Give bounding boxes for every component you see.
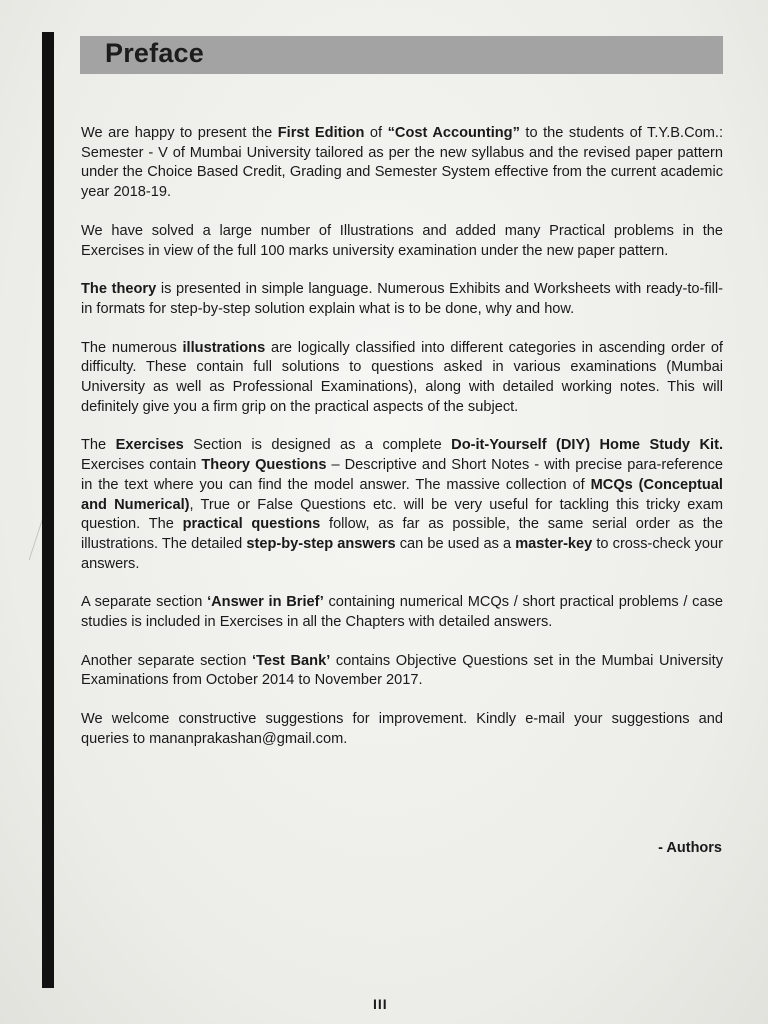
bold-text: MCQs (Conceptual and Numerical) <box>81 476 723 513</box>
preface-body <box>81 124 723 769</box>
paragraph <box>81 339 723 418</box>
bold-text: Do-it-Yourself (DIY) Home Study Kit. <box>451 437 723 454</box>
text-run: Section is designed as a complete <box>183 437 452 454</box>
page-title: Preface <box>105 38 204 68</box>
bold-text: illustrations <box>182 339 266 356</box>
left-margin-bar <box>42 32 54 988</box>
text-run: We are happy to present the <box>81 125 278 141</box>
paragraph <box>81 436 723 574</box>
text-run: Exercises contain <box>81 457 202 474</box>
text-run: to cross-check your answers. <box>81 535 723 572</box>
text-run: A separate section <box>81 594 208 611</box>
text-run: is presented in simple language. Numerous Exhibits and Worksheets with ready-to-fill-in formats for step-by-step solution explain what is to be done, why and how. <box>81 281 723 317</box>
bold-text: Exercises <box>115 437 184 454</box>
bold-text: “Cost Accounting” <box>387 125 520 141</box>
paragraph <box>81 593 723 632</box>
text-run: of <box>364 125 388 141</box>
text-run: containing numerical MCQs / short practical problems / case studies is included in Exercises in all the Chapters with detailed answers. <box>81 594 723 631</box>
text-run: to the students of T.Y.B.Com.: Semester - V of Mumbai University tailored as per the new syllabus and the revised paper pattern under the Choice Based Credit, Grading and Semester System effective from the current academic year 2018-19. <box>81 125 723 201</box>
bold-text: ‘Test Bank’ <box>251 652 331 669</box>
text-run: contains Objective Questions set in the Mumbai University Examinations from October 2014 to November 2017. <box>81 652 724 689</box>
text-run: are logically classified into different categories in ascending order of difficulty. These contain full solutions to questions asked in various examinations (Mumbai University as well as Professional Examinations), along with detailed working notes. This will definitely give you a firm grip on the practical aspects of the subject. <box>81 339 723 415</box>
bold-text: step-by-step answers <box>246 535 396 552</box>
text-run: follow, as far as possible, the same serial order as the illustrations. The detailed <box>81 516 723 552</box>
text-run: The numerous <box>81 339 183 356</box>
bold-text: ‘Answer in Brief’ <box>207 594 324 611</box>
bold-text: First Edition <box>277 125 365 141</box>
paragraph <box>81 652 723 691</box>
bold-text: Theory Questions <box>201 457 327 474</box>
text-run: – Descriptive and Short Notes - with precise para-reference in the text where you can find the model answer. The massive collection of <box>81 457 723 493</box>
text-run: The <box>81 437 116 454</box>
page-number: III <box>373 996 388 1012</box>
paragraph <box>81 124 723 203</box>
signature: - Authors <box>658 840 722 856</box>
paragraph <box>81 280 723 319</box>
text-run: , True or False Questions etc. will be very useful for tackling this tricky exam question. The <box>81 496 723 533</box>
paragraph <box>81 222 723 261</box>
bold-text: master-key <box>515 535 593 552</box>
text-run: We welcome constructive suggestions for improvement. Kindly e-mail your suggestions and queries to mananprakashan@gmail.com. <box>81 711 723 747</box>
paragraph <box>81 710 723 749</box>
text-run: can be used as a <box>395 535 516 552</box>
text-run: We have solved a large number of Illustrations and added many Practical problems in the Exercises in view of the full 100 marks university examination under the new paper pattern. <box>81 222 723 259</box>
text-run: Another separate section <box>81 652 252 669</box>
bold-text: practical questions <box>182 516 321 533</box>
bold-text: The theory <box>81 281 157 298</box>
